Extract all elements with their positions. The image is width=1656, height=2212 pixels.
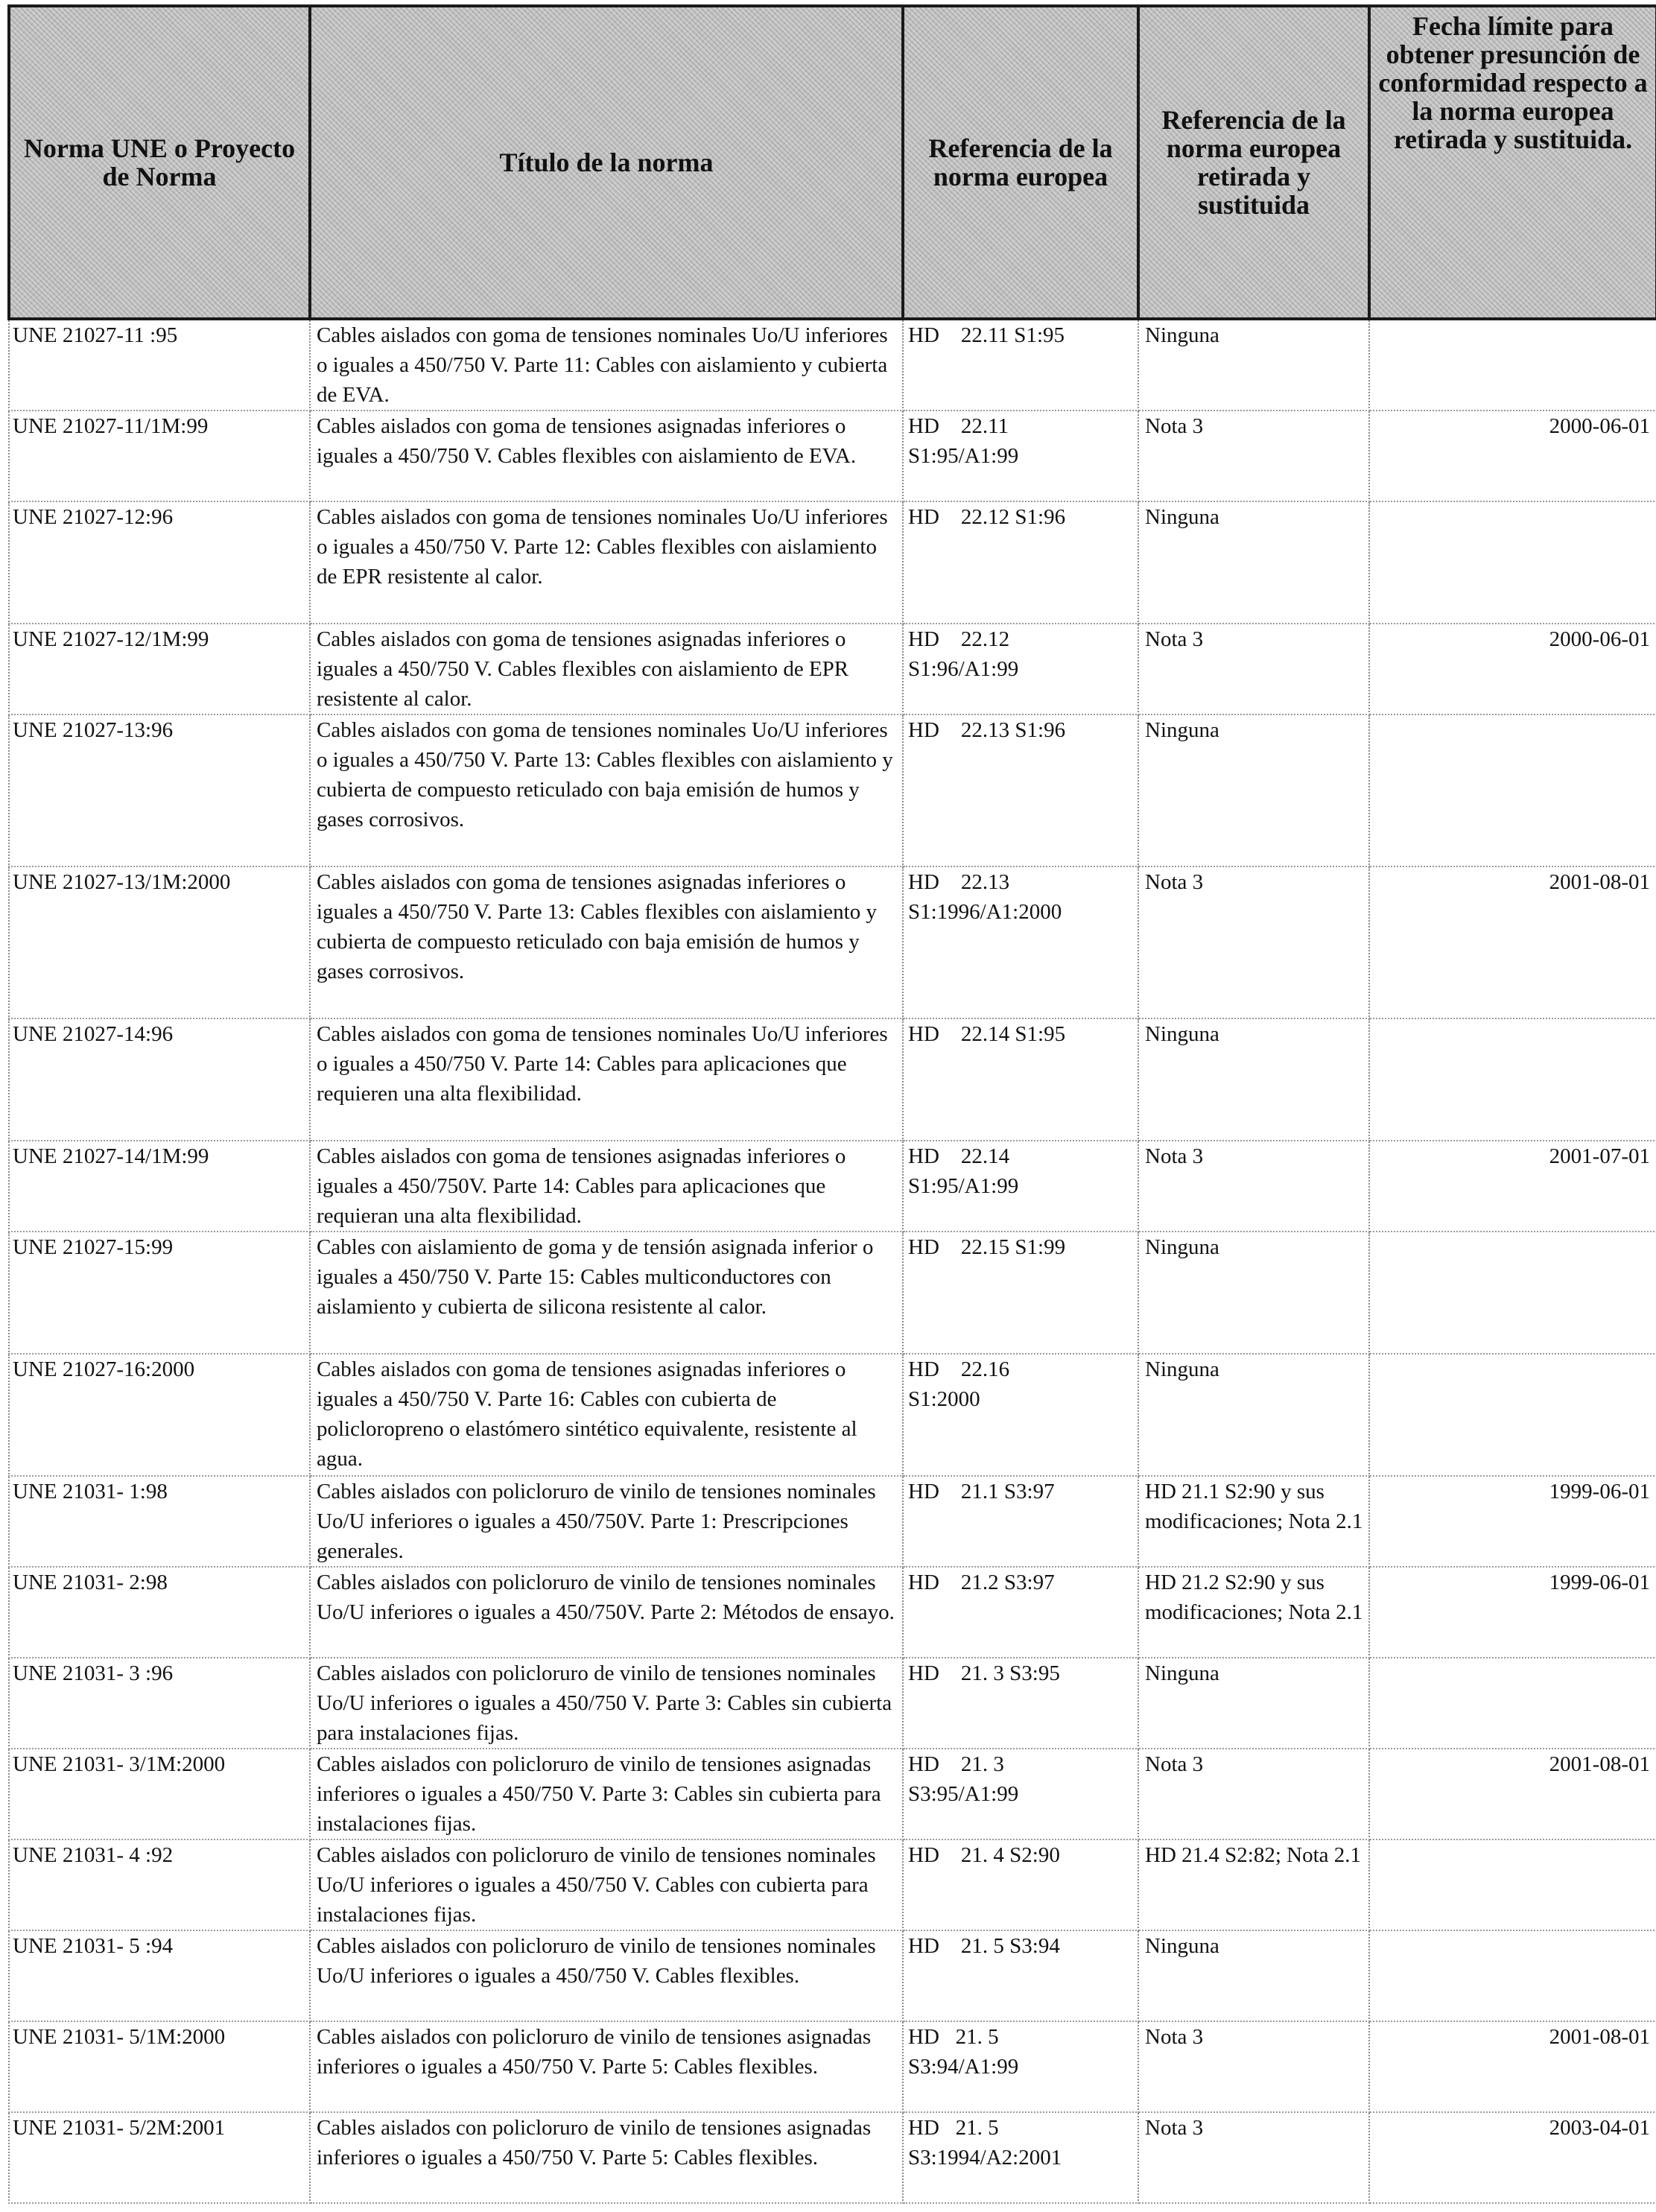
table-row [9,624,1656,714]
cell-retirada: Ninguna [1138,1018,1369,1141]
cell-fecha: 2003-04-01 [1369,2112,1656,2203]
cell-retirada: Ninguna [1138,714,1369,866]
cell-retirada: Nota 3 [1138,1141,1369,1232]
cell-titulo: Cables aislados con goma de tensiones asignadas inferiores o iguales a 450/750 V. Cables flexibles con aislamiento de EPR resistente al calor. [310,624,903,714]
table-row [9,1839,1656,1930]
cell-retirada: Nota 3 [1138,624,1369,714]
cell-referencia: HD 21. 3 S3:95 [903,1658,1138,1749]
header-fecha: Fecha límite para obtener presunción de conformidad respecto a la norma europea retirada y sustituida. [1369,6,1656,319]
cell-norma: UNE 21031- 3 :96 [9,1658,310,1749]
cell-titulo: Cables aislados con goma de tensiones nominales Uo/U inferiores o iguales a 450/750 V. Parte 14: Cables para aplicaciones que requieren una alta flexibilidad. [310,1018,903,1141]
cell-titulo: Cables con aislamiento de goma y de tensión asignada inferior o iguales a 450/750 V. Parte 15: Cables multiconductores con aislamiento y cubierta de silicona resistente al calor. [310,1232,903,1354]
cell-titulo: Cables aislados con policloruro de vinilo de tensiones nominales Uo/U inferiores o iguales a 450/750 V. Cables con cubierta para instalaciones fijas. [310,1839,903,1930]
cell-retirada: Ninguna [1138,501,1369,624]
cell-titulo: Cables aislados con policloruro de vinilo de tensiones nominales Uo/U inferiores o iguales a 450/750 V. Parte 3: Cables sin cubierta para instalaciones fijas. [310,1658,903,1749]
cell-titulo: Cables aislados con policloruro de vinilo de tensiones nominales Uo/U inferiores o iguales a 450/750V. Parte 2: Métodos de ensayo. [310,1567,903,1658]
header-titulo: Título de la norma [310,6,903,319]
cell-fecha: 2001-07-01 [1369,1141,1656,1232]
cell-referencia: HD 22.11 S1:95 [903,319,1138,411]
cell-fecha: 2001-08-01 [1369,2021,1656,2112]
cell-referencia: HD 22.16 S1:2000 [903,1354,1138,1476]
cell-referencia: HD 21. 5 S3:1994/A2:2001 [903,2112,1138,2203]
cell-norma: UNE 21027-12:96 [9,501,310,624]
cell-norma: UNE 21031- 5/2M:2001 [9,2112,310,2203]
table-row [9,319,1656,411]
cell-referencia: HD 21. 4 S2:90 [903,1839,1138,1930]
cell-norma: UNE 21027-14:96 [9,1018,310,1141]
table-row [9,1658,1656,1749]
cell-referencia: HD 21. 5 S3:94 [903,1930,1138,2021]
cell-titulo: Cables aislados con policloruro de vinilo de tensiones asignadas inferiores o iguales a 450/750 V. Parte 3: Cables sin cubierta para instalaciones fijas. [310,1749,903,1839]
table-row [9,1567,1656,1658]
table-header [9,6,1656,319]
cell-norma: UNE 21031- 5/1M:2000 [9,2021,310,2112]
cell-titulo: Cables aislados con goma de tensiones nominales Uo/U inferiores o iguales a 450/750 V. Parte 11: Cables con aislamiento y cubierta de EVA. [310,319,903,411]
cell-retirada: Ninguna [1138,1658,1369,1749]
cell-fecha [1369,1658,1656,1749]
cell-retirada: Nota 3 [1138,411,1369,501]
cell-titulo: Cables aislados con goma de tensiones asignadas inferiores o iguales a 450/750V. Parte 14: Cables para aplicaciones que requieran una alta flexibilidad. [310,1141,903,1232]
table-row [9,1141,1656,1232]
cell-norma: UNE 21027-13:96 [9,714,310,866]
cell-referencia: HD 22.13 S1:1996/A1:2000 [903,866,1138,1018]
cell-norma: UNE 21031- 3/1M:2000 [9,1749,310,1839]
table-row [9,866,1656,1018]
cell-retirada: HD 21.4 S2:82; Nota 2.1 [1138,1839,1369,1930]
cell-retirada: Ninguna [1138,319,1369,411]
table-row [9,1476,1656,1567]
table-row [9,501,1656,624]
cell-titulo: Cables aislados con goma de tensiones nominales Uo/U inferiores o iguales a 450/750 V. Parte 12: Cables flexibles con aislamiento de EPR resistente al calor. [310,501,903,624]
cell-titulo: Cables aislados con goma de tensiones asignadas inferiores o iguales a 450/750 V. Cables flexibles con aislamiento de EVA. [310,411,903,501]
cell-fecha [1369,1232,1656,1354]
table-row [9,1018,1656,1141]
cell-referencia: HD 21.1 S3:97 [903,1476,1138,1567]
header-row [9,6,1656,319]
cell-fecha [1369,714,1656,866]
header-referencia: Referencia de la norma europea [903,6,1138,319]
cell-referencia: HD 22.12 S1:96 [903,501,1138,624]
table-row [9,1232,1656,1354]
table-row [9,714,1656,866]
cell-norma: UNE 21031- 5 :94 [9,1930,310,2021]
cell-retirada: Ninguna [1138,1930,1369,2021]
cell-retirada: Nota 3 [1138,2021,1369,2112]
table-body [9,319,1656,2203]
cell-fecha: 2000-06-01 [1369,411,1656,501]
cell-fecha [1369,1839,1656,1930]
table-row [9,411,1656,501]
cell-referencia: HD 21. 5 S3:94/A1:99 [903,2021,1138,2112]
cell-titulo: Cables aislados con policloruro de vinilo de tensiones nominales Uo/U inferiores o iguales a 450/750 V. Cables flexibles. [310,1930,903,2021]
cell-titulo: Cables aislados con goma de tensiones nominales Uo/U inferiores o iguales a 450/750 V. Parte 13: Cables flexibles con aislamiento y cubierta de compuesto reticulado con baja emisión de humos y gases corrosivos. [310,714,903,866]
cell-referencia: HD 22.13 S1:96 [903,714,1138,866]
cell-retirada: Nota 3 [1138,2112,1369,2203]
cell-fecha: 2001-08-01 [1369,866,1656,1018]
cell-titulo: Cables aislados con goma de tensiones asignadas inferiores o iguales a 450/750 V. Parte 13: Cables flexibles con aislamiento y cubierta de compuesto reticulado con baja emisión de humos y gases corrosivos. [310,866,903,1018]
cell-referencia: HD 22.12 S1:96/A1:99 [903,624,1138,714]
cell-norma: UNE 21027-13/1M:2000 [9,866,310,1018]
cell-referencia: HD 22.11 S1:95/A1:99 [903,411,1138,501]
cell-titulo: Cables aislados con policloruro de vinilo de tensiones nominales Uo/U inferiores o iguales a 450/750V. Parte 1: Prescripciones generales. [310,1476,903,1567]
cell-norma: UNE 21027-11/1M:99 [9,411,310,501]
cell-norma: UNE 21031- 1:98 [9,1476,310,1567]
cell-fecha [1369,501,1656,624]
cell-titulo: Cables aislados con goma de tensiones asignadas inferiores o iguales a 450/750 V. Parte 16: Cables con cubierta de policloropreno o elastómero sintético equivalente, resistente al agua. [310,1354,903,1476]
cell-titulo: Cables aislados con policloruro de vinilo de tensiones asignadas inferiores o iguales a 450/750 V. Parte 5: Cables flexibles. [310,2112,903,2203]
header-retirada: Referencia de la norma europea retirada y sustituida [1138,6,1369,319]
standards-table [7,4,1656,2204]
cell-referencia: HD 22.15 S1:99 [903,1232,1138,1354]
cell-norma: UNE 21027-12/1M:99 [9,624,310,714]
cell-fecha [1369,1354,1656,1476]
cell-referencia: HD 22.14 S1:95 [903,1018,1138,1141]
cell-norma: UNE 21027-15:99 [9,1232,310,1354]
cell-referencia: HD 22.14 S1:95/A1:99 [903,1141,1138,1232]
cell-retirada: Nota 3 [1138,1749,1369,1839]
header-norma: Norma UNE o Proyecto de Norma [9,6,310,319]
cell-retirada: HD 21.1 S2:90 y sus modificaciones; Nota 2.1 [1138,1476,1369,1567]
table-row [9,1749,1656,1839]
table-row [9,2021,1656,2112]
cell-norma: UNE 21027-14/1M:99 [9,1141,310,1232]
cell-titulo: Cables aislados con policloruro de vinilo de tensiones asignadas inferiores o iguales a 450/750 V. Parte 5: Cables flexibles. [310,2021,903,2112]
cell-referencia: HD 21. 3 S3:95/A1:99 [903,1749,1138,1839]
cell-fecha [1369,319,1656,411]
table-row [9,1354,1656,1476]
cell-referencia: HD 21.2 S3:97 [903,1567,1138,1658]
cell-retirada: Nota 3 [1138,866,1369,1018]
cell-fecha [1369,1018,1656,1141]
cell-norma: UNE 21031- 2:98 [9,1567,310,1658]
table-row [9,1930,1656,2021]
cell-retirada: HD 21.2 S2:90 y sus modificaciones; Nota 2.1 [1138,1567,1369,1658]
cell-norma: UNE 21027-16:2000 [9,1354,310,1476]
cell-fecha: 1999-06-01 [1369,1476,1656,1567]
cell-norma: UNE 21027-11 :95 [9,319,310,411]
cell-fecha: 1999-06-01 [1369,1567,1656,1658]
cell-retirada: Ninguna [1138,1354,1369,1476]
cell-retirada: Ninguna [1138,1232,1369,1354]
cell-fecha [1369,1930,1656,2021]
cell-fecha: 2000-06-01 [1369,624,1656,714]
cell-norma: UNE 21031- 4 :92 [9,1839,310,1930]
table-row [9,2112,1656,2203]
cell-fecha: 2001-08-01 [1369,1749,1656,1839]
